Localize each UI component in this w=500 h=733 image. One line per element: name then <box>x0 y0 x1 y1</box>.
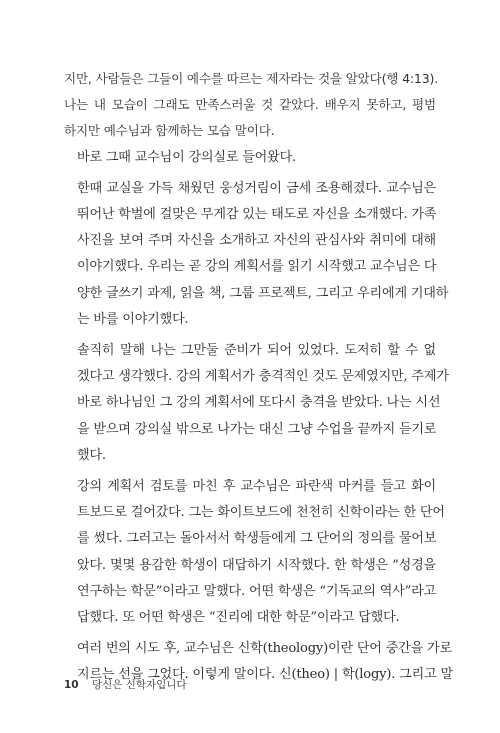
text-line: 는 바를 이야기했다. <box>77 311 189 327</box>
text-line: 바로 하나님인 그 강의 계획서에 또다시 충격을 받았다. 나는 시선 <box>77 395 441 411</box>
text-line: 를 썼다. 그러고는 돌아서서 학생들에게 그 단어의 정의를 물어보 <box>77 531 437 547</box>
text-line: 했다. <box>77 447 106 463</box>
text-line: 여러 번의 시도 후, 교수님은 신학(theology)이란 단어 중간을 가로 <box>77 641 452 657</box>
text-line: 솔직히 말해 나는 그만둘 준비가 되어 있었다. 도저히 할 수 없 <box>77 343 436 359</box>
text-line: 사진을 보여 주며 자신을 소개하고 자신의 관심사와 취미에 대해 <box>77 233 436 249</box>
paragraph-3 <box>64 176 449 333</box>
page-body <box>64 66 453 689</box>
text-line: 강의 계획서 검토를 마친 후 교수님은 파란색 마커를 들고 화이 <box>77 479 436 495</box>
text-line: 한때 교실을 가득 채웠던 웅성거림이 금세 조용해졌다. 교수님은 <box>77 180 436 196</box>
text-line: 이야기했다. 우리는 곧 강의 계획서를 읽기 시작했고 교수님은 다 <box>77 259 437 275</box>
text-line: 겠다고 생각했다. 강의 계획서가 충격적인 것도 문제였지만, 주제가 <box>77 369 449 385</box>
paragraph-4 <box>64 338 449 469</box>
text-line: 나는 내 모습이 그래도 만족스러울 것 같았다. 배우지 못하고, 평범 <box>64 97 436 113</box>
page-footer <box>64 677 187 692</box>
page-number: 10 <box>64 679 79 691</box>
text-line: 연구하는 학문”이라고 말했다. 어떤 학생은 “기독교의 역사”라고 <box>77 583 436 599</box>
text-line: 았다. 몇몇 용감한 학생이 대답하기 시작했다. 한 학생은 “성경을 <box>77 557 436 573</box>
paragraph-1 <box>64 66 439 145</box>
paragraph-2 <box>64 145 436 171</box>
text-line: 바로 그때 교수님이 강의실로 들어왔다. <box>77 149 296 165</box>
text-line: 양한 글쓰기 과제, 읽을 책, 그룹 프로젝트, 그리고 우리에게 기대하 <box>77 285 449 301</box>
text-line: 을 받으며 강의실 밖으로 나가는 대신 그냥 수업을 끝까지 듣기로 <box>77 421 437 437</box>
paragraph-5 <box>64 474 445 631</box>
text-line: 지만, 사람들은 그들이 예수를 따르는 제자라는 것을 알았다(행 4:13). <box>64 71 439 86</box>
text-line: 답했다. 또 어떤 학생은 “진리에 대한 학문”이라고 답했다. <box>77 610 400 626</box>
text-line: 트보드로 걸어갔다. 그는 화이트보드에 천천히 신학이라는 한 단어 <box>77 505 445 521</box>
text-line: 지르는 선을 그었다. 이렇게 말이다. 신(theo) | 학(logy). 그리고 말 <box>77 667 453 683</box>
running-title: 당신은 신학자입니다 <box>91 679 187 691</box>
text-line: 뛰어난 학벌에 걸맞은 무게감 있는 태도로 자신을 소개했다. 가족 <box>77 207 437 223</box>
text-line: 하지만 예수님과 함께하는 모습 말이다. <box>64 123 275 139</box>
